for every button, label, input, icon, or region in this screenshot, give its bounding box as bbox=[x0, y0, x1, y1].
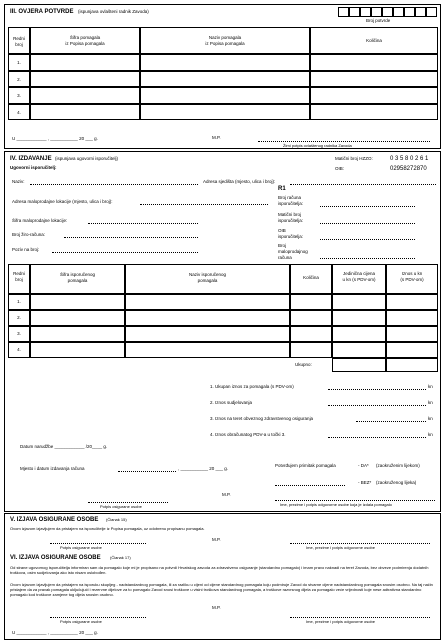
s3-signature-line[interactable] bbox=[258, 141, 430, 142]
mjesto-datum-label: Mjesto i datum izdavanja računa bbox=[20, 466, 85, 471]
section3-subtitle: (ispunjava ovlašteni radnik Zavoda) bbox=[78, 9, 149, 14]
r1-label: R1 bbox=[278, 186, 286, 192]
s4-col-naziv: Naziv isporučenog bbox=[188, 272, 227, 277]
section6-title: VI. IZJAVA OSIGURANE OSOBE bbox=[10, 555, 101, 561]
section4-title: IV. IZDAVANJE bbox=[10, 156, 52, 162]
broj-potvrde-boxes[interactable] bbox=[338, 7, 438, 17]
s4-isp-signature-label: Ime, prezime i potpis odgovorne osobe koja je izdala pomagalo bbox=[280, 502, 392, 507]
broj-mal-label: računa bbox=[278, 255, 292, 260]
broj-mal-label: maloprodajnog bbox=[278, 249, 308, 254]
broj-mal-label: Broj bbox=[278, 243, 287, 248]
broj-racuna-label: Broj računa bbox=[278, 195, 302, 200]
oib-value: 02958272870 bbox=[390, 166, 427, 172]
s3-row-num: 2. bbox=[17, 77, 21, 82]
s6-odg-label: Ime, prezime i potpis odgovorne osobe bbox=[306, 619, 375, 624]
s4-col-cijena: u kn (s PDV-om) bbox=[342, 277, 376, 282]
section6-paragraph-2: Ovom izjavom izjavljujem da pristajem na isporuku skupljeg - nadstandardnog pomagala, ili za razliku u cijeni od cijene standardnog pomagala koju podmiruje Zavod do stvarne cijene nadstandardnog pomagala snosim osobno. Na taj način pristajem da za pravak pomagala uključujući i rezervne dijelove za to pomagalo Zavod snosi troškove u visini troškova standardnog pomagala, a troškove razvrsnog dijela za pomagalo veće vrijednosti koje nese adtrativna standardno pomagalo kod troškove zamjene tog dijela snosim osobno. bbox=[10, 582, 433, 598]
s3-row-num: 4. bbox=[17, 110, 21, 115]
s4-col-sifra: pomagala bbox=[67, 278, 88, 283]
maticni-isp-label: Matični broj bbox=[278, 212, 302, 217]
section5-note: (Članak 15) bbox=[106, 517, 127, 522]
broj-ziro-label: Broj žiro-računa: bbox=[12, 232, 46, 237]
s4-row-num: 4. bbox=[17, 347, 21, 352]
s4-row-num: 3. bbox=[17, 331, 21, 336]
s3-signature-label: Žirni potpis ovlaštenog radnika Zavoda bbox=[283, 143, 352, 148]
s4-osoba-signature-line[interactable] bbox=[88, 502, 168, 503]
maticni-hzzo-value: 0 3 5 8 0 2 6 1 bbox=[390, 156, 429, 162]
sum1-kn: kn bbox=[428, 384, 433, 389]
section5-title: V. IZJAVA OSIGURANE OSOBE bbox=[10, 517, 99, 523]
s6-date-line[interactable]: U ____________ , ___________ 20 ___ g. bbox=[12, 630, 98, 635]
sum2-field[interactable] bbox=[328, 405, 426, 406]
s4-col-iznos: Iznos u kn bbox=[401, 271, 423, 276]
potvrdjujem-label: Potvrđujem primitak pomagala bbox=[275, 463, 336, 468]
sum2-kn: kn bbox=[428, 400, 433, 405]
s3-col-sifra-1: Šifra pomagala bbox=[69, 35, 101, 40]
broj-ziro-field[interactable] bbox=[64, 237, 198, 238]
adresa-lokacije-label: Adresa maloprodajne lokacije (mjesto, ulica i broj): bbox=[12, 199, 113, 204]
poziv-label: Poziv na broj: bbox=[12, 247, 40, 252]
sifra-lokacije-field[interactable] bbox=[88, 223, 198, 224]
sum4-field[interactable] bbox=[328, 437, 426, 438]
sum3-kn: kn bbox=[428, 416, 433, 421]
potpis-osobe-field[interactable] bbox=[275, 485, 345, 486]
s3-col-rb-1: Redni bbox=[13, 36, 25, 41]
oib-isp-field[interactable] bbox=[320, 239, 415, 240]
bez-option[interactable]: - BEZ* bbox=[358, 480, 372, 485]
s3-row-num: 1. bbox=[17, 60, 21, 65]
s4-col-rb: Redni bbox=[13, 271, 25, 276]
sum1-field[interactable] bbox=[328, 389, 426, 390]
da-text: (zaokruženim lijekom) bbox=[376, 463, 420, 468]
broj-potvrde-label: Broj potvrde bbox=[366, 18, 391, 23]
maticni-isp-label: isporučitelja: bbox=[278, 218, 304, 223]
poziv-field[interactable] bbox=[52, 252, 198, 253]
sum3-label: 3. Iznos na teret obveznog zdravstvenog osiguranja bbox=[210, 416, 314, 421]
naziv-field[interactable] bbox=[30, 184, 198, 185]
adresa-lokacije-field[interactable] bbox=[140, 204, 268, 205]
s4-col-iznos: (s PDV-om) bbox=[400, 277, 424, 282]
s4-col-cijena: Jedinična cijena bbox=[342, 271, 376, 276]
ugovorni-label: Ugovorni isporučitelj: bbox=[10, 165, 57, 170]
maticni-isp-field[interactable] bbox=[320, 223, 415, 224]
sum4-label: 4. Iznos obračunatog PDV-a u točki 3. bbox=[210, 432, 286, 437]
adresa-sjedista-field[interactable] bbox=[290, 184, 436, 185]
s5-odg-label: Ime, prezime i potpis odgovorne osobe bbox=[306, 545, 375, 550]
s5-mp: M.P. bbox=[212, 537, 221, 542]
s4-col-kolicina: Količina bbox=[303, 275, 319, 280]
broj-racuna-label: isporučitelja: bbox=[278, 201, 304, 206]
section3-title: III. OVJERA POTVRDE bbox=[10, 9, 74, 15]
datum-narudzbe[interactable]: Datum narudžbe ____________ /20____ g. bbox=[20, 444, 108, 449]
s4-mp: M.P. bbox=[222, 492, 231, 497]
s3-date-line[interactable]: U ____________ , ___________ 20 ___ g. bbox=[12, 136, 98, 141]
s3-col-naziv-1: Naziv pomagala bbox=[208, 35, 242, 40]
section4-subtitle: (ispunjava ugovorni isporučitelj) bbox=[55, 156, 119, 161]
s4-col-naziv: pomagala bbox=[197, 278, 218, 283]
s4-col-rb: broj bbox=[15, 277, 23, 282]
oib-isp-label: OIB bbox=[278, 228, 286, 233]
bez-text: (zaokruženog lijeka) bbox=[376, 480, 417, 485]
s5-osoba-line[interactable] bbox=[50, 543, 146, 544]
broj-mal-field[interactable] bbox=[320, 258, 415, 259]
s3-col-kolicina: Količina bbox=[366, 38, 382, 43]
s3-col-rb-2: broj bbox=[15, 42, 23, 47]
broj-racuna-field[interactable] bbox=[320, 206, 415, 207]
s6-osoba-label: Potpis osigurane osobe bbox=[60, 619, 102, 624]
section6-note: (Članak 17) bbox=[110, 555, 131, 560]
s4-osoba-signature-label: Potpis osigurane osobe bbox=[100, 504, 142, 509]
sum4-kn: kn bbox=[428, 432, 433, 437]
oib-label: OIB: bbox=[335, 166, 345, 171]
adresa-sjedista-label: Adresa sjedišta (mjesto, ulica i broj): bbox=[203, 179, 276, 184]
s6-mp: M.P. bbox=[212, 605, 221, 610]
sum3-field[interactable] bbox=[356, 421, 426, 422]
s4-row-num: 2. bbox=[17, 315, 21, 320]
s6-odg-line[interactable] bbox=[290, 617, 430, 618]
da-option[interactable]: - DA* bbox=[358, 463, 369, 468]
sifra-lokacije-label: Šifra maloprodajne lokacije: bbox=[12, 218, 68, 223]
s3-col-sifra-2: iz Popisa pomagala bbox=[65, 41, 105, 46]
s3-col-naziv-2: iz Popisa pomagala bbox=[205, 41, 245, 46]
mjesto-date-end[interactable]: , ___________ 20 ___ g. bbox=[178, 466, 229, 471]
section5-text: Ovom izjavom izjavljujem da pristajem na isporučitelje iz Popisa pomagala, uz odobrenu propisanu pomagala. bbox=[10, 526, 205, 531]
sum2-label: 2. Iznos sudjelovanja bbox=[210, 400, 253, 405]
maticni-hzzo-label: Matični broj HZZO: bbox=[335, 156, 373, 161]
s4-row-num: 1. bbox=[17, 299, 21, 304]
section6-paragraph-1: Od strane ugovornog isporučitelja informiran sam da pomagalo koje mi je propisano na potvrdi Hrvatskog zavoda za zdravstveno osiguranje (standardno pomagalo) i imam pravo naknadi na teret Zavoda, bez obveze podmirenja dodatnih troškova, osim sudjelovanja ako isto nisam oslobođen. bbox=[10, 565, 429, 576]
ukupno-label: Ukupno: bbox=[295, 362, 312, 367]
sum1-label: 1. Ukupan iznos za pomagala (s PDV-om) bbox=[210, 384, 294, 389]
s6-osoba-line[interactable] bbox=[50, 617, 146, 618]
mjesto-field[interactable] bbox=[118, 471, 176, 472]
s4-isp-signature-line[interactable] bbox=[275, 500, 435, 501]
s5-osoba-label: Potpis osigurane osobe bbox=[60, 545, 102, 550]
s3-mp: M.P. bbox=[212, 135, 221, 140]
s3-row-num: 3. bbox=[17, 93, 21, 98]
s4-col-sifra: Šifra isporučenog bbox=[59, 272, 96, 277]
oib-isp-label: isporučitelja: bbox=[278, 234, 304, 239]
s5-odg-line[interactable] bbox=[290, 543, 430, 544]
naziv-label: Naziv: bbox=[12, 179, 25, 184]
